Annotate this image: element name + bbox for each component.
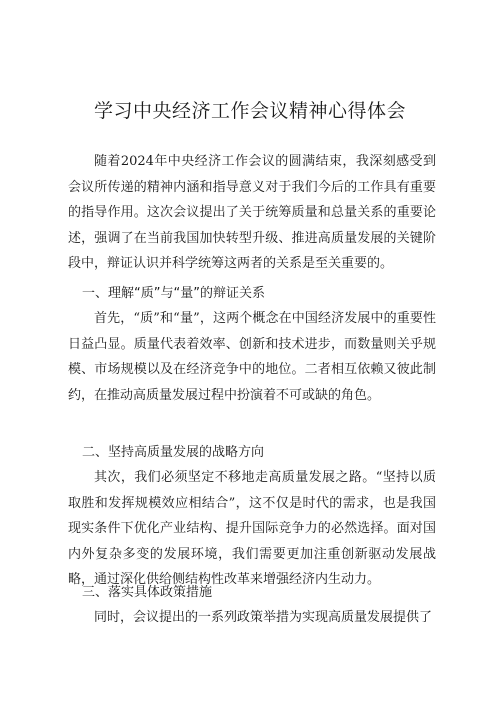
section-paragraph-1: 首先，“质”和“量”，这两个概念在中国经济发展中的重要性日益凸显。质量代表着效率、创新和技术进步，而数量则关乎规模、市场规模以及在经济竞争中的地位。二者相互依赖又彼此制约，在推动高质量发展过程中扮演着不可或缺的角色。: [68, 311, 436, 403]
document-title: 学习中央经济工作会议精神心得体会: [93, 100, 406, 122]
section-heading-3: 三、落实具体政策措施: [82, 585, 213, 600]
section-heading-1: 一、理解“质”与“量”的辩证关系: [82, 286, 265, 301]
section-paragraph-2: 其次，我们必须坚定不移地走高质量发展之路。“坚持以质取胜和发挥规模效应相结合”，这不仅是时代的需求，也是我国现实条件下优化产业结构、提升国际竞争力的必然选择。面对国内外复杂多变的发展环境，我们需要更加注重创新驱动发展战略，通过深化供给侧结构性改革来增强经济内生动力。: [68, 470, 436, 587]
intro-paragraph: 随着2024年中央经济工作会议的圆满结束，我深刻感受到会议所传递的精神内涵和指导意义对于我们今后的工作具有重要的指导作用。这次会议提出了关于统筹质量和总量关系的重要论述，强调了在当前我国加快转型升级、推进高质量发展的关键阶段中，辩证认识并科学统筹这两者的关系是至关重要的。: [68, 154, 436, 271]
section-heading-2: 二、坚持高质量发展的战略方向: [82, 445, 265, 460]
section-paragraph-3: 同时，会议提出的一系列政策举措为实现高质量发展提供了: [94, 610, 433, 625]
